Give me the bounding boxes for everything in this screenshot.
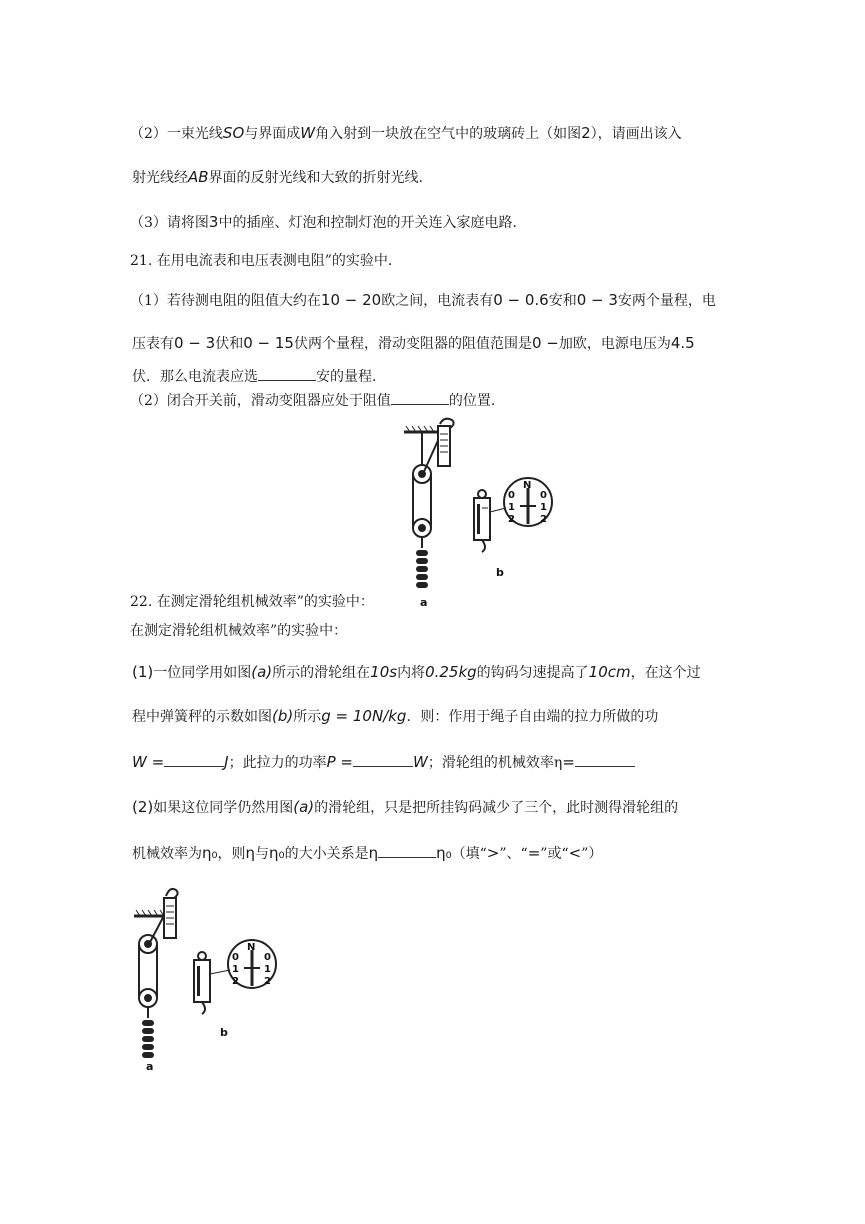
- dial-2-left-2: 2: [232, 976, 239, 987]
- q22-line5: 机械效率为η₀，则η与η₀的大小关系是η η₀（填“>”、“=”或“<”）: [132, 844, 603, 862]
- compare-blank[interactable]: [378, 843, 436, 858]
- dial-2-right-2: 2: [264, 976, 271, 987]
- q20-p2-line1: （2）一束光线SO与界面成W角入射到一块放在空气中的玻璃砖上（如图2），请画出该入: [130, 124, 682, 142]
- figure-label-b-2: b: [220, 1026, 228, 1039]
- pulley-diagram: [400, 416, 560, 612]
- pulley-diagram-2: [130, 880, 290, 1076]
- pulley-figure-2: [130, 880, 290, 1076]
- dial-2-right: 2: [540, 514, 547, 525]
- figure-label-b: b: [496, 566, 504, 579]
- dial-0-right: 0: [540, 490, 547, 501]
- figure-label-a: a: [420, 596, 428, 609]
- q22-line1: (1)一位同学用如图(a)所示的滑轮组在10s内将0.25kg的钩码匀速提高了10cm，在这个过: [132, 663, 701, 681]
- dial-0-left: 0: [508, 490, 515, 501]
- dial-1-left-2: 1: [232, 964, 239, 975]
- dial-n-label: N: [523, 480, 532, 491]
- q20-p2-line2: 射光线经AB界面的反射光线和大致的折射光线.: [132, 168, 424, 186]
- efficiency-blank[interactable]: [575, 752, 635, 767]
- q21-line1: （1）若待测电阻的阻值大约在10 − 20欧之间，电流表有0 − 0.6安和0 − 3安两个量程，电: [130, 291, 716, 309]
- dial-1-right: 1: [540, 502, 547, 513]
- answer-blank[interactable]: [391, 390, 449, 405]
- q21-line3: 伏．那么电流表应选 安的量程.: [132, 366, 376, 387]
- q22-line2: 程中弹簧秤的示数如图(b)所示g = 10N/kg．则：作用于绳子自由端的拉力所做的功: [132, 707, 659, 725]
- q21-line2: 压表有0 − 3伏和0 − 15伏两个量程，滑动变阻器的阻值范围是0 −加欧，电源电压为4.5: [132, 334, 695, 352]
- figure-label-a-2: a: [146, 1060, 154, 1073]
- q22-line4: (2)如果这位同学仍然用图(a)的滑轮组，只是把所挂钩码减少了三个，此时测得滑轮组的: [132, 798, 679, 816]
- q21-title: 21. 在用电流表和电压表测电阻”的实验中.: [130, 253, 393, 269]
- dial-2-left: 2: [508, 514, 515, 525]
- answer-blank[interactable]: [258, 366, 316, 381]
- dial-0-left-2: 0: [232, 952, 239, 963]
- q20-p3: （3）请将图3中的插座、灯泡和控制灯泡的开关连入家庭电路.: [130, 213, 517, 231]
- q21-line4: （2）闭合开关前，滑动变阻器应处于阻值 的位置.: [130, 390, 495, 411]
- work-blank[interactable]: [164, 752, 224, 767]
- q22-line3: W = J；此拉力的功率P = W；滑轮组的机械效率η=: [132, 752, 635, 773]
- pulley-figure-1: [400, 416, 560, 612]
- dial-1-right-2: 1: [264, 964, 271, 975]
- power-blank[interactable]: [353, 752, 413, 767]
- dial-n-label-2: N: [247, 942, 256, 953]
- dial-0-right-2: 0: [264, 952, 271, 963]
- dial-1-left: 1: [508, 502, 515, 513]
- q22-repeat: 在测定滑轮组机械效率”的实验中：: [130, 623, 348, 639]
- q22-title: 22. 在测定滑轮组机械效率”的实验中：: [130, 594, 374, 610]
